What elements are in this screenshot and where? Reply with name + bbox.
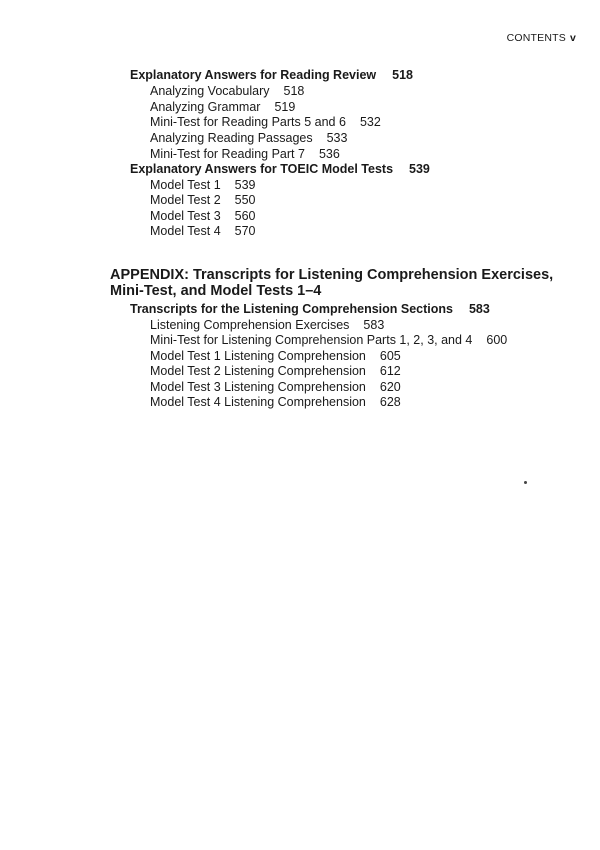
toc-entry-label: Analyzing Reading Passages [150, 131, 313, 145]
toc-page-number: 600 [486, 333, 508, 347]
toc-entry-label: Model Test 2 [150, 193, 221, 207]
toc-entry[interactable] [150, 333, 507, 348]
toc-entry-label: Model Test 1 [150, 178, 221, 192]
toc-entry[interactable] [150, 209, 256, 224]
toc-page-number: 539 [409, 162, 430, 176]
toc-entry[interactable] [150, 349, 401, 364]
toc-entry[interactable] [150, 100, 295, 115]
toc-entry[interactable] [150, 115, 381, 130]
toc-page-number: 560 [234, 209, 256, 223]
toc-entry[interactable] [150, 147, 340, 162]
toc-section-title: Transcripts for the Listening Comprehension Sections [130, 302, 453, 316]
toc-entry[interactable] [150, 224, 256, 239]
toc-entry[interactable] [150, 318, 384, 333]
toc-entry-label: Analyzing Grammar [150, 100, 261, 114]
toc-page-number: 583 [363, 318, 385, 332]
toc-entry[interactable] [150, 364, 401, 379]
running-head [507, 32, 576, 44]
appendix-title-line-1: APPENDIX: Transcripts for Listening Comprehension Exercises, [110, 267, 554, 283]
toc-entry-label: Model Test 2 Listening Comprehension [150, 364, 366, 378]
appendix-title-line-2: Mini-Test, and Model Tests 1–4 [110, 282, 322, 299]
toc-entry[interactable] [150, 193, 256, 208]
toc-entry-label: Model Test 4 [150, 224, 221, 238]
toc-entry[interactable] [150, 178, 256, 193]
toc-entry[interactable] [150, 395, 401, 410]
toc-entry[interactable] [150, 380, 401, 395]
toc-entry-label: Model Test 4 Listening Comprehension [150, 395, 366, 409]
toc-page-number: 518 [392, 68, 413, 82]
toc-entry-label: Model Test 1 Listening Comprehension [150, 349, 366, 363]
toc-entry[interactable] [150, 131, 347, 146]
toc-entry-label: Model Test 3 [150, 209, 221, 223]
toc-page-number: 532 [359, 115, 381, 129]
toc-entry-label: Mini-Test for Listening Comprehension Parts 1, 2, 3, and 4 [150, 333, 473, 347]
page-number: v [569, 32, 576, 44]
toc-entry-label: Mini-Test for Reading Part 7 [150, 147, 305, 161]
toc-entry-label: Model Test 3 Listening Comprehension [150, 380, 366, 394]
toc-page-number: 620 [379, 380, 401, 394]
running-head-label: CONTENTS [506, 32, 566, 44]
toc-entry-label: Mini-Test for Reading Parts 5 and 6 [150, 115, 346, 129]
toc-page-number: 536 [318, 147, 340, 161]
toc-page-number: 628 [379, 395, 401, 409]
toc-section-title: Explanatory Answers for TOEIC Model Tests [130, 162, 394, 176]
toc-page-number: 550 [234, 193, 256, 207]
toc-entry-label: Listening Comprehension Exercises [150, 318, 350, 332]
toc-section-title: Explanatory Answers for Reading Review [130, 68, 377, 82]
toc-section-model-tests[interactable] [130, 162, 430, 177]
appendix-heading[interactable] [110, 268, 553, 299]
toc-page-number: 519 [274, 100, 296, 114]
toc-section-reading-review[interactable] [130, 68, 413, 83]
toc-page-number: 570 [234, 224, 256, 238]
toc-page-number: 612 [379, 364, 401, 378]
toc-section-transcripts[interactable] [130, 302, 490, 317]
toc-page-number: 539 [234, 178, 256, 192]
scan-speck [524, 481, 527, 484]
toc-page-number: 605 [379, 349, 401, 363]
toc-page-number: 518 [283, 84, 305, 98]
toc-entry-label: Analyzing Vocabulary [150, 84, 270, 98]
toc-page-number: 533 [326, 131, 348, 145]
toc-page-number: 583 [468, 302, 490, 316]
toc-entry[interactable] [150, 84, 304, 99]
